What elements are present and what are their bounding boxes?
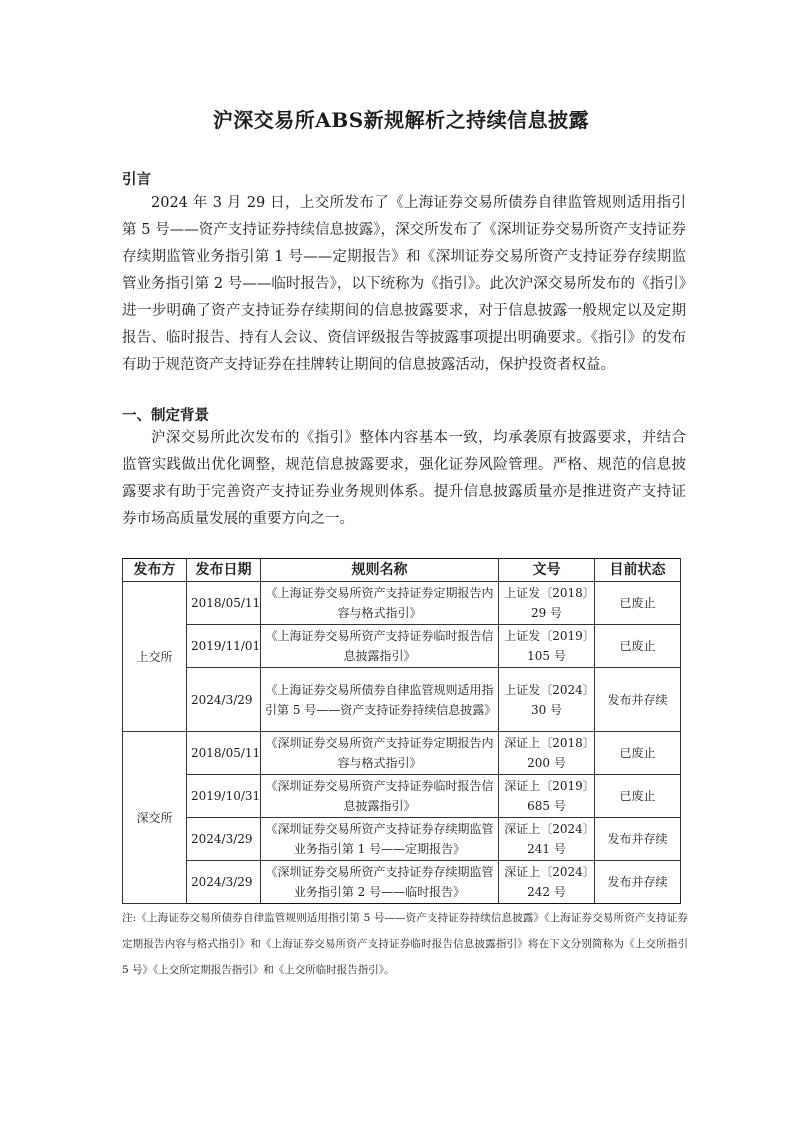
rule-name-cell: 《深圳证券交易所资产支持证券存续期监管业务指引第 1 号——定期报告》 [261,818,499,861]
header-issuer: 发布方 [123,559,187,582]
table-row [123,861,681,904]
intro-paragraph: 2024 年 3 月 29 日，上交所发布了《上海证券交易所债券自律监管规则适用指引第 5 号——资产支持证券持续信息披露》，深交所发布了《深圳证券交易所资产支持证券存续期监管业务指引第 1 号——定期报告》和《深圳证券交易所资产支持证券存续期监管业务指引第 2 号——临时报告》，以下统称为《指引》。此次沪深交易所发布的《指引》进一步明确了资产支持证券存续期间的信息披露要求，对于信息披露一般规定以及定期报告、临时报告、持有人会议、资信评级报告等披露事项提出明确要求。《指引》的发布有助于规范资产支持证券在挂牌转让期间的信息披露活动，保护投资者权益。 [122,195,686,373]
status-cell: 发布并存续 [595,818,681,861]
doc-number-cell: 深证上〔2024〕242 号 [499,861,595,904]
rule-name-cell: 《上海证券交易所资产支持证券临时报告信息披露指引》 [261,625,499,668]
rule-name-cell: 《深圳证券交易所资产支持证券临时报告信息披露指引》 [261,775,499,818]
date-cell: 2018/05/11 [187,582,261,625]
doc-number-cell: 上证发〔2024〕30 号 [499,668,595,732]
status-cell: 已废止 [595,775,681,818]
status-cell: 已废止 [595,732,681,775]
date-cell: 2024/3/29 [187,861,261,904]
intro-heading: 引言 [122,171,151,188]
header-date: 发布日期 [187,559,261,582]
doc-number-cell: 深证上〔2019〕685 号 [499,775,595,818]
document-title: 沪深交易所ABS新规解析之持续信息披露 [212,108,590,132]
header-status: 目前状态 [595,559,681,582]
table-row [123,818,681,861]
header-doc-number: 文号 [499,559,595,582]
doc-number-cell: 深证上〔2018〕200 号 [499,732,595,775]
status-cell: 发布并存续 [595,861,681,904]
table-row [123,582,681,625]
table-header-row [123,559,681,582]
date-cell: 2024/3/29 [187,818,261,861]
date-cell: 2019/10/31 [187,775,261,818]
date-cell: 2019/11/01 [187,625,261,668]
rule-name-cell: 《深圳证券交易所资产支持证券存续期监管业务指引第 2 号——临时报告》 [261,861,499,904]
table-row [123,732,681,775]
issuer-cell-szse: 深交所 [123,732,187,904]
rules-table [122,558,681,904]
rule-name-cell: 《上海证券交易所债券自律监管规则适用指引第 5 号——资产支持证券持续信息披露》 [261,668,499,732]
rule-name-cell: 《上海证券交易所资产支持证券定期报告内容与格式指引》 [261,582,499,625]
status-cell: 发布并存续 [595,668,681,732]
date-cell: 2024/3/29 [187,668,261,732]
table-row [123,668,681,732]
doc-number-cell: 上证发〔2018〕29 号 [499,582,595,625]
section-heading-background: 一、制定背景 [122,407,209,424]
background-paragraph: 沪深交易所此次发布的《指引》整体内容基本一致，均承袭原有披露要求，并结合监管实践做出优化调整，规范信息披露要求，强化证券风险管理。严格、规范的信息披露要求有助于完善资产支持证券业务规则体系。提升信息披露质量亦是推进资产支持证券市场高质量发展的重要方向之一。 [122,430,686,527]
status-cell: 已废止 [595,582,681,625]
table-footnote: 注:《上海证券交易所债券自律监管规则适用指引第 5 号——资产支持证券持续信息披露》《上海证券交易所资产支持证券定期报告内容与格式指引》和《上海证券交易所资产支持证券临时报告信息披露指引》将在下文分别简称为《上交所指引 5 号》《上交所定期报告指引》和《上交所临时报告指引》。 [122,912,688,976]
doc-number-cell: 上证发〔2019〕105 号 [499,625,595,668]
header-rule-name: 规则名称 [261,559,499,582]
table-row [123,775,681,818]
date-cell: 2018/05/11 [187,732,261,775]
rule-name-cell: 《深圳证券交易所资产支持证券定期报告内容与格式指引》 [261,732,499,775]
table-row [123,625,681,668]
issuer-cell-sse: 上交所 [123,582,187,732]
doc-number-cell: 深证上〔2024〕241 号 [499,818,595,861]
status-cell: 已废止 [595,625,681,668]
